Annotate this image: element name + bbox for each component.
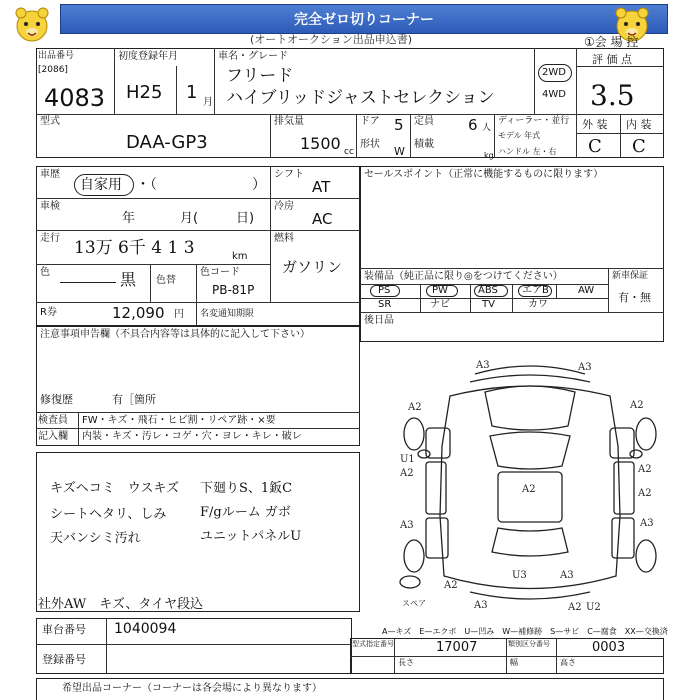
exterior-grade: C xyxy=(588,136,602,157)
load-unit: kg xyxy=(484,151,494,160)
inspector-row: FW・キズ・飛石・ヒビ割・リペア跡・×要 xyxy=(82,415,276,426)
dmg-rear-bumper-a2: A2 xyxy=(568,602,582,613)
damage-legend: A—キズ E—エクボ U—凹み W—補修跡 S—サビ C—腐食 XX—交換済 xyxy=(382,627,668,636)
load-label: 積載 xyxy=(414,139,434,150)
recycle-label: R券 xyxy=(40,307,57,318)
dmg-rear-right-a3: A3 xyxy=(560,570,574,581)
length-label: 長さ xyxy=(398,658,414,667)
mileage-unit: km xyxy=(232,251,248,262)
equip-ps: PS xyxy=(378,285,391,296)
notes-title: 注意事項申告欄（不具合内容等は具体的に記入して下さい） xyxy=(40,329,310,340)
first-reg-year: H25 xyxy=(126,82,163,103)
ac-value: AC xyxy=(312,210,333,228)
month-unit: 月 xyxy=(203,97,213,108)
fuel-value: ガソリン xyxy=(282,258,343,276)
hw-note-3: 天バンシミ汚れ xyxy=(50,531,141,546)
ac-label: 冷房 xyxy=(274,201,294,212)
shift-value: AT xyxy=(312,178,331,196)
hw-note-4: 下廻りS、1鈑C xyxy=(200,481,293,496)
capacity-label: 定員 xyxy=(414,116,434,127)
equip-abs: ABS xyxy=(478,285,498,296)
chassis-value: 1040094 xyxy=(114,621,177,637)
equip-leather: カワ xyxy=(528,299,548,310)
entry-row: 内装・キズ・汚レ・コゲ・穴・ヨレ・キレ・破レ xyxy=(82,431,302,442)
equip-navi: ナビ xyxy=(430,299,450,310)
category-value: 0003 xyxy=(592,640,626,655)
dmg-right-door-a2: A2 xyxy=(638,464,652,475)
interior-label: 内 装 xyxy=(626,118,652,131)
car-grade: ハイブリッドジャストセレクション xyxy=(226,88,495,108)
lot-sub-code: [2086] xyxy=(38,65,68,75)
model-code-label: 型式 xyxy=(40,116,60,127)
rating-value: 3.5 xyxy=(590,79,635,112)
doors-label: ドア xyxy=(360,116,380,127)
color-change-label: 色替 xyxy=(156,275,176,286)
warranty-value: 有・無 xyxy=(618,291,651,304)
inspection-month: 月( xyxy=(180,211,199,226)
height-label: 高さ xyxy=(560,658,576,667)
hw-note-2: シートヘタリ、しみ xyxy=(50,507,167,522)
dmg-left-rear-a3: A3 xyxy=(400,520,414,531)
repair-label: 修復歴 xyxy=(40,393,73,406)
dmg-left-mirror-u1: U1 xyxy=(400,454,415,465)
handle-label: ハンドル 左・右 xyxy=(498,147,557,156)
color-label: 色 xyxy=(40,267,50,278)
shape-value: W xyxy=(394,145,405,158)
spare-label: スペア xyxy=(402,599,426,608)
recycle-value: 12,090 xyxy=(112,304,165,322)
wish-corner-label: 希望出品コーナー（コーナーは各会場により異なります） xyxy=(62,683,322,694)
banner-title: 完全ゼロ切りコーナー xyxy=(60,4,668,34)
hw-note-5: F/gルーム ガボ xyxy=(200,505,291,520)
color-strike xyxy=(60,282,116,283)
equip-sr: SR xyxy=(378,299,392,310)
inspector-label: 検査員 xyxy=(38,415,68,426)
equip-pw: PW xyxy=(432,285,448,296)
dmg-front-right-a2: A2 xyxy=(630,400,644,411)
car-name: フリード xyxy=(226,66,294,86)
history-value: 自家用 xyxy=(80,177,122,193)
lot-label: 出品番号 xyxy=(38,51,75,61)
capacity-value: 6 xyxy=(468,116,478,134)
color-code-label: 色コード xyxy=(200,267,240,278)
dmg-front-bumper-a3: A3 xyxy=(476,360,490,371)
name-change-label: 名変通知期限 xyxy=(200,309,255,319)
dmg-rear-bumper-a3: A3 xyxy=(474,600,488,611)
model-year-label: モデル 年式 xyxy=(498,131,541,140)
dmg-front-right-a3: A3 xyxy=(578,362,592,373)
dmg-right-mid-a2: A2 xyxy=(638,488,652,499)
displacement-label: 排気量 xyxy=(274,116,304,127)
color-code: PB-81P xyxy=(212,283,255,297)
mileage-label: 走行 xyxy=(40,233,60,244)
type-approval-label: 型式指定番号 xyxy=(352,640,394,648)
hw-note-7: 社外AW キズ、タイヤ段込 xyxy=(38,597,204,612)
recycle-unit: 円 xyxy=(174,309,184,320)
history-close: ） xyxy=(252,177,266,193)
width-label: 幅 xyxy=(510,658,518,667)
dmg-rear-u3: U3 xyxy=(512,570,527,581)
history-label: 車歴 xyxy=(40,169,60,180)
inspection-day: 日) xyxy=(236,211,255,226)
capacity-unit: 人 xyxy=(482,123,492,133)
equipment-label: 装備品（純正品に限り◎をつけてください） xyxy=(364,271,563,282)
sales-frame xyxy=(360,166,664,342)
sales-points-label: セールスポイント（正常に機能するものに限ります） xyxy=(364,169,604,180)
repair-value: 有［箇所 xyxy=(112,393,156,406)
rating-label: 評 価 点 xyxy=(592,53,632,66)
hw-note-1: キズヘコミ ウスキズ xyxy=(50,481,180,496)
car-diagram xyxy=(390,356,660,622)
new-car-warranty-label: 新車保証 xyxy=(612,271,649,281)
shift-label: シフト xyxy=(274,169,304,180)
displacement-value: 1500 xyxy=(300,134,341,153)
dmg-left-door-a2: A2 xyxy=(400,468,414,479)
equip-aw: AW xyxy=(578,285,595,296)
dealer-label: ディーラー・並行 xyxy=(498,116,570,126)
displacement-unit: cc xyxy=(344,147,354,157)
fuel-label: 燃料 xyxy=(274,233,294,244)
entry-label: 記入欄 xyxy=(38,431,68,442)
dmg-roof-a2: A2 xyxy=(522,484,536,495)
color-value: 黒 xyxy=(120,270,137,289)
doors-value: 5 xyxy=(394,116,404,134)
later-installed-label: 後日品 xyxy=(364,315,394,326)
first-reg-month: 1 xyxy=(186,82,198,103)
model-grade-label: 車名・グレード xyxy=(218,51,288,62)
venue-copy-label: ①会 場 控 xyxy=(584,35,639,49)
category-label: 類別区分番号 xyxy=(508,640,550,648)
equip-airbag: エアB xyxy=(522,285,549,296)
dmg-rear-left-a2: A2 xyxy=(444,580,458,591)
mileage-value: 13万 6千 4 1 3 xyxy=(74,238,195,258)
dmg-right-rear-a3: A3 xyxy=(640,518,654,529)
auction-name: (オートオークション出品申込書) xyxy=(250,33,413,46)
dmg-front-left-a2: A2 xyxy=(408,402,422,413)
lot-number: 4083 xyxy=(44,84,106,112)
equip-tv: TV xyxy=(482,299,495,310)
history-rest: ・（ xyxy=(136,177,157,193)
dmg-rear-bumper-u2: U2 xyxy=(586,602,601,613)
type-approval-value: 17007 xyxy=(436,640,478,655)
drive-4wd: 4WD xyxy=(542,89,566,100)
mascot-left-icon xyxy=(12,4,52,44)
drive-2wd: 2WD xyxy=(542,67,566,78)
reg-label: 登録番号 xyxy=(42,653,86,666)
first-reg-label: 初度登録年月 xyxy=(118,51,178,62)
shape-label: 形状 xyxy=(360,139,380,150)
inspection-label: 車検 xyxy=(40,201,60,212)
exterior-label: 外 装 xyxy=(582,118,608,131)
chassis-label: 車台番号 xyxy=(42,623,86,636)
model-code: DAA-GP3 xyxy=(126,132,208,153)
inspection-year: 年 xyxy=(122,211,136,226)
interior-grade: C xyxy=(632,136,646,157)
hw-note-6: ユニットパネルU xyxy=(200,529,302,544)
